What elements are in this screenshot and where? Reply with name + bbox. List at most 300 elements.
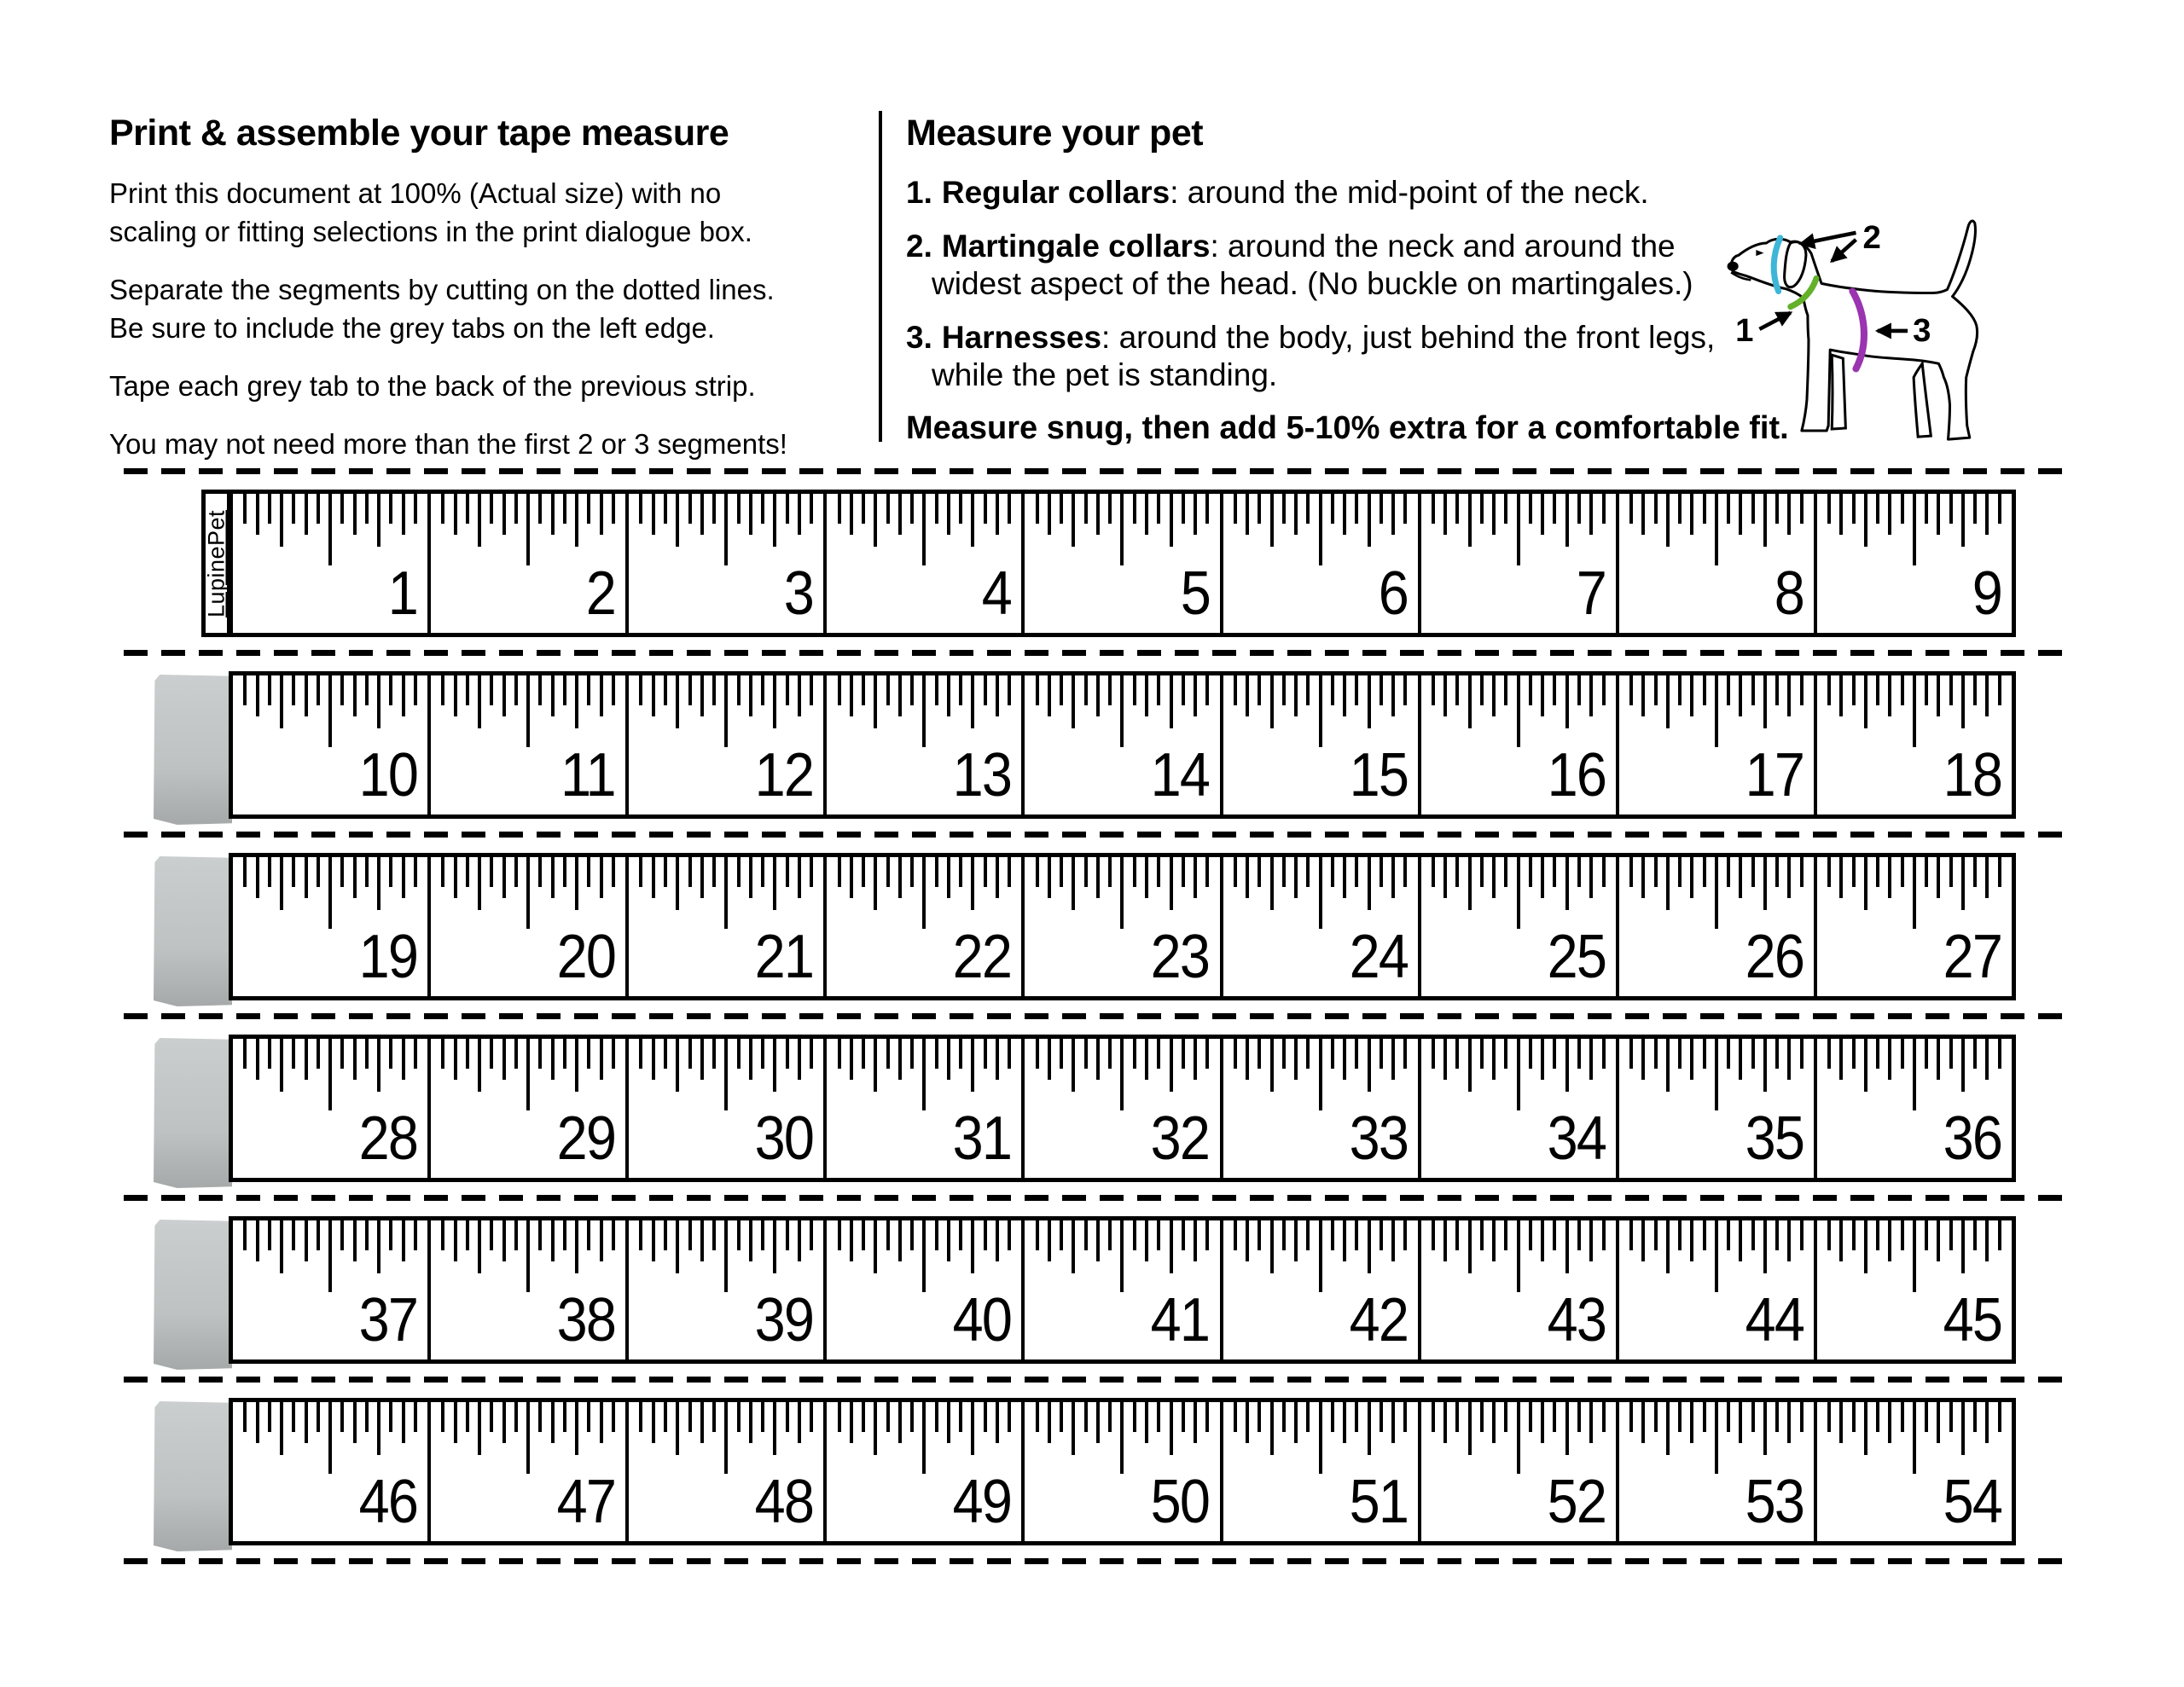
tick-mark (1258, 857, 1261, 887)
tick-mark (700, 1402, 704, 1443)
tick-mark (1270, 857, 1274, 910)
tick-mark (502, 494, 506, 535)
tick-mark (1194, 1402, 1197, 1443)
tick-mark (1403, 1402, 1407, 1432)
tick-mark (1145, 494, 1148, 535)
tick-mark (243, 1220, 247, 1250)
tick-mark (1194, 1039, 1197, 1080)
tick-mark (1072, 675, 1075, 728)
ruler-strip (0, 1035, 2184, 1182)
tick-mark (502, 1220, 506, 1261)
tick-mark (1690, 1220, 1693, 1261)
tick-mark (1541, 857, 1544, 898)
tick-mark (1517, 494, 1520, 565)
tick-mark (688, 1039, 692, 1069)
inch-number: 8 (1774, 559, 1804, 628)
ruler-strip (0, 490, 2184, 637)
tick-mark (838, 1220, 841, 1250)
tick-mark (1343, 675, 1346, 716)
inch-cell (629, 1039, 827, 1178)
tick-mark (1925, 1039, 1928, 1069)
tick-mark (292, 1402, 295, 1432)
tick-mark (1403, 1220, 1407, 1250)
tick-mark (365, 494, 369, 524)
tick-mark (1319, 857, 1322, 929)
inch-cell (1421, 1220, 1619, 1359)
tick-mark (1096, 675, 1100, 716)
tick-mark (1852, 1220, 1856, 1250)
tick-mark (600, 1039, 603, 1080)
tick-mark (700, 857, 704, 898)
tick-mark (737, 1402, 741, 1432)
tick-mark (377, 857, 380, 910)
inch-number: 42 (1349, 1286, 1408, 1354)
tick-mark (478, 675, 481, 728)
tick-mark (243, 1039, 247, 1069)
text-line: Print this document at 100% (Actual size) with no (109, 177, 722, 210)
tick-mark (402, 857, 405, 898)
tick-mark (1763, 857, 1767, 910)
tick-mark (1641, 1220, 1645, 1261)
tick-mark (1949, 675, 1953, 705)
tick-mark (664, 857, 667, 887)
tick-mark (280, 1220, 283, 1273)
inch-number: 16 (1547, 741, 1606, 809)
tick-mark (1258, 675, 1261, 705)
tick-mark (971, 494, 974, 547)
inch-cell (827, 1039, 1025, 1178)
tick-mark (1703, 1402, 1706, 1432)
tick-mark (1133, 494, 1136, 524)
tick-mark (1690, 857, 1693, 898)
tick-mark (1763, 1039, 1767, 1092)
tick-mark (838, 1039, 841, 1069)
tick-mark (1084, 1402, 1088, 1432)
tick-mark (1727, 857, 1730, 887)
tick-mark (1194, 1220, 1197, 1261)
tick-mark (1678, 1402, 1682, 1432)
tick-mark (328, 1039, 332, 1110)
tick-mark (1839, 857, 1843, 898)
tick-mark (1901, 1402, 1904, 1432)
tick-mark (947, 1402, 950, 1443)
tick-mark (441, 1402, 444, 1432)
tick-mark (1008, 857, 1011, 887)
inch-number: 36 (1943, 1104, 2001, 1173)
tick-mark (1036, 675, 1039, 705)
inch-cell (629, 494, 827, 633)
tick-mark (1182, 494, 1185, 524)
inch-cell (1223, 675, 1421, 815)
tick-mark (1170, 675, 1173, 728)
item-marker: 2. (906, 229, 932, 264)
tick-mark (1270, 1220, 1274, 1273)
inch-cell (1025, 494, 1223, 633)
tick-mark (652, 675, 655, 716)
tick-mark (587, 494, 590, 524)
inch-number: 12 (754, 741, 814, 809)
tick-mark (922, 675, 926, 747)
tick-mark (1282, 494, 1286, 524)
tick-mark (1800, 675, 1804, 705)
tick-mark (1839, 1039, 1843, 1080)
ruler-scale (229, 1035, 2016, 1182)
tick-mark (639, 1402, 642, 1432)
arrow-to-neck-collar (1759, 313, 1790, 329)
tick-mark (996, 494, 999, 535)
inch-number: 29 (556, 1104, 616, 1173)
tick-mark (441, 857, 444, 887)
tick-mark (1629, 1220, 1633, 1250)
inch-number: 19 (358, 923, 418, 991)
tick-mark (810, 1220, 813, 1250)
tick-mark (1306, 1220, 1310, 1250)
tick-mark (1343, 1402, 1346, 1443)
tick-mark (305, 857, 308, 898)
dog-nose (1728, 262, 1739, 271)
inch-cell (1025, 1039, 1223, 1178)
tick-mark (1246, 857, 1249, 898)
tick-mark (454, 1039, 457, 1080)
tick-mark (1133, 675, 1136, 705)
tick-mark (1048, 1402, 1051, 1443)
tick-mark (922, 1039, 926, 1110)
fit-note: Measure snug, then add 5-10% extra for a comfortable fit. (906, 410, 1789, 447)
tick-mark (1182, 1402, 1185, 1432)
tick-mark (478, 1220, 481, 1273)
item-text: : around the body, just behind the front legs, (1101, 320, 1716, 356)
tick-mark (1133, 1220, 1136, 1250)
tick-mark (1641, 675, 1645, 716)
tick-mark (1739, 1220, 1742, 1261)
tick-mark (563, 1402, 566, 1432)
tick-mark (328, 857, 332, 929)
inch-number: 23 (1151, 923, 1210, 991)
tick-mark (514, 857, 518, 887)
tick-mark (959, 675, 962, 705)
inch-number: 27 (1943, 923, 2001, 991)
tick-mark (1504, 1039, 1507, 1069)
tick-mark (600, 494, 603, 535)
tick-mark (1998, 1402, 2001, 1432)
tick-mark (612, 1039, 615, 1069)
tick-mark (612, 494, 615, 524)
tick-mark (1775, 1402, 1779, 1432)
tick-mark (1690, 675, 1693, 716)
tick-mark (1577, 1220, 1581, 1250)
tick-mark (1060, 494, 1063, 524)
tick-mark (1998, 1220, 2001, 1250)
tick-mark (1368, 857, 1371, 910)
tick-mark (1876, 857, 1879, 887)
tick-mark (305, 1220, 308, 1261)
tick-mark (551, 857, 555, 898)
tick-mark (639, 675, 642, 705)
column-divider (879, 111, 882, 442)
tick-mark (1008, 675, 1011, 705)
tick-mark (526, 494, 530, 565)
tick-mark (526, 675, 530, 747)
tick-mark (1036, 1039, 1039, 1069)
tick-mark (1690, 1402, 1693, 1443)
tick-mark (1294, 1220, 1298, 1261)
tick-mark (551, 675, 555, 716)
tick-mark (862, 1402, 865, 1432)
tick-mark (526, 1039, 530, 1110)
tick-mark (786, 1402, 789, 1432)
inch-number: 39 (754, 1286, 814, 1354)
inch-cell (1619, 494, 1817, 633)
tick-mark (886, 675, 890, 705)
tick-mark (1468, 675, 1472, 728)
tick-mark (1403, 675, 1407, 705)
tick-mark (490, 1039, 493, 1069)
tick-mark (575, 1402, 578, 1455)
inch-number: 35 (1745, 1104, 1804, 1173)
tick-mark (664, 1039, 667, 1069)
tick-mark (1368, 675, 1371, 728)
tick-mark (1108, 1402, 1112, 1432)
tick-mark (1380, 1039, 1383, 1069)
tick-mark (280, 1402, 283, 1455)
tick-mark (353, 857, 357, 898)
tick-mark (587, 857, 590, 887)
tick-mark (1985, 675, 1989, 716)
tick-mark (538, 1402, 542, 1432)
tick-mark (1913, 857, 1916, 929)
tick-mark (1517, 1402, 1520, 1474)
tick-mark (402, 1039, 405, 1080)
tick-mark (292, 1039, 295, 1069)
tick-mark (1925, 1220, 1928, 1250)
tick-mark (984, 1402, 987, 1432)
tick-mark (600, 675, 603, 716)
inch-number: 6 (1378, 559, 1408, 628)
tick-mark (1403, 494, 1407, 524)
tick-mark (838, 1402, 841, 1432)
tick-mark (971, 857, 974, 910)
tick-mark (1391, 675, 1395, 716)
tick-mark (563, 857, 566, 887)
tick-mark (676, 1402, 679, 1455)
tick-mark (996, 1039, 999, 1080)
tick-mark (1925, 494, 1928, 524)
tick-mark (786, 675, 789, 705)
inch-cell (827, 1220, 1025, 1359)
tick-mark (810, 1402, 813, 1432)
tick-mark (1602, 857, 1606, 887)
tick-mark (466, 675, 469, 705)
tick-mark (1455, 1402, 1459, 1432)
tick-mark (243, 675, 247, 705)
tick-mark (688, 675, 692, 705)
tick-mark (1800, 494, 1804, 524)
tick-mark (1246, 1039, 1249, 1080)
tick-mark (1876, 1039, 1879, 1069)
inch-cell (1619, 857, 1817, 996)
ruler-scale (229, 490, 2016, 637)
tick-mark (898, 1402, 902, 1443)
tick-mark (1048, 494, 1051, 535)
tick-mark (1468, 1220, 1472, 1273)
inch-cell (1421, 675, 1619, 815)
tick-mark (996, 1220, 999, 1261)
tick-mark (563, 1039, 566, 1069)
item-term: Martingale collars (941, 229, 1211, 264)
inch-cell (1223, 494, 1421, 633)
tick-mark (984, 494, 987, 524)
cut-line (124, 1558, 2073, 1564)
tick-mark (874, 857, 877, 910)
tick-mark (1258, 1039, 1261, 1069)
tick-mark (1602, 1402, 1606, 1432)
tick-mark (1565, 494, 1569, 547)
tick-mark (1973, 857, 1977, 887)
tick-mark (414, 1402, 417, 1432)
list-item-regular-collars (906, 174, 1768, 212)
tick-mark (441, 1220, 444, 1250)
inch-cell (431, 1402, 629, 1541)
print-title: Print & assemble your tape measure (109, 113, 729, 154)
inch-number: 50 (1151, 1468, 1210, 1536)
tick-mark (1306, 857, 1310, 887)
tick-mark (1517, 1039, 1520, 1110)
tick-mark (587, 1402, 590, 1432)
tick-mark (1246, 494, 1249, 535)
tick-mark (810, 1039, 813, 1069)
inch-number: 38 (556, 1286, 616, 1354)
tick-mark (1901, 494, 1904, 524)
tick-mark (639, 1220, 642, 1250)
tick-mark (652, 1402, 655, 1443)
tick-mark (551, 1220, 555, 1261)
tick-mark (1120, 1402, 1124, 1474)
tick-mark (1775, 1220, 1779, 1250)
tick-mark (1368, 1039, 1371, 1092)
tick-mark (1306, 1402, 1310, 1432)
inch-cell (1421, 1039, 1619, 1178)
tick-mark (1391, 1402, 1395, 1443)
tick-mark (280, 675, 283, 728)
tick-mark (454, 675, 457, 716)
tick-mark (1529, 1220, 1532, 1250)
tick-mark (737, 494, 741, 524)
text-line (906, 174, 1768, 212)
tick-mark (664, 675, 667, 705)
tick-mark (1589, 1402, 1593, 1443)
tick-mark (268, 1039, 271, 1069)
tick-mark (1629, 675, 1633, 705)
tick-mark (526, 1220, 530, 1292)
tick-mark (1577, 1402, 1581, 1432)
tick-mark (749, 1402, 752, 1443)
item-marker: 1. (906, 175, 932, 211)
tick-mark (1541, 675, 1544, 716)
tick-mark (1864, 857, 1867, 910)
tick-mark (898, 1039, 902, 1080)
inch-cell (827, 675, 1025, 815)
tick-mark (526, 857, 530, 929)
tick-mark (1529, 1402, 1532, 1432)
inch-cell (1817, 494, 2012, 633)
tick-mark (1703, 1039, 1706, 1069)
tick-mark (1529, 857, 1532, 887)
tick-mark (712, 1039, 716, 1069)
tick-mark (1937, 1402, 1940, 1443)
tick-mark (1541, 1402, 1544, 1443)
tick-mark (514, 1220, 518, 1250)
glue-tab (154, 1401, 232, 1551)
tick-mark (700, 494, 704, 535)
tick-mark (1654, 1402, 1658, 1432)
tick-mark (389, 857, 392, 887)
tick-mark (1739, 494, 1742, 535)
inch-number: 47 (556, 1468, 616, 1536)
tick-mark (1455, 857, 1459, 887)
tick-mark (1182, 675, 1185, 705)
tick-mark (1998, 675, 2001, 705)
tick-mark (1864, 1039, 1867, 1092)
measure-instructions (906, 113, 1789, 447)
inch-cell (1817, 675, 2012, 815)
tick-mark (1391, 1220, 1395, 1261)
tick-mark (639, 857, 642, 887)
tick-mark (838, 675, 841, 705)
tick-mark (1517, 857, 1520, 929)
tick-mark (1194, 494, 1197, 535)
tick-mark (466, 1402, 469, 1432)
inch-number: 40 (952, 1286, 1012, 1354)
tick-mark (1294, 1402, 1298, 1443)
tick-mark (514, 494, 518, 524)
tick-mark (1529, 494, 1532, 524)
tick-mark (1432, 857, 1435, 887)
tick-mark (243, 494, 247, 524)
tick-mark (1666, 1402, 1670, 1455)
tick-mark (1060, 857, 1063, 887)
tick-mark (652, 1220, 655, 1261)
inch-cell (1421, 494, 1619, 633)
tick-mark (317, 675, 320, 705)
tick-mark (1888, 494, 1891, 535)
tick-mark (862, 1220, 865, 1250)
tick-mark (340, 675, 344, 705)
tick-mark (1565, 1220, 1569, 1273)
tick-mark (1380, 675, 1383, 705)
tick-mark (1432, 494, 1435, 524)
tick-mark (1048, 675, 1051, 716)
tick-mark (1060, 1220, 1063, 1250)
tick-mark (1888, 675, 1891, 716)
tick-mark (1331, 1039, 1334, 1069)
inch-cell (1025, 857, 1223, 996)
tick-mark (1541, 494, 1544, 535)
inch-number: 37 (358, 1286, 418, 1354)
tick-mark (1133, 857, 1136, 887)
inch-cell (1817, 1220, 2012, 1359)
paragraph-separate (109, 270, 877, 347)
tick-mark (1553, 1220, 1556, 1250)
inch-number: 34 (1547, 1104, 1606, 1173)
tick-mark (935, 1039, 938, 1069)
tick-mark (688, 1220, 692, 1250)
tick-mark (1678, 675, 1682, 705)
tick-mark (1319, 1402, 1322, 1474)
inch-number: 22 (952, 923, 1012, 991)
inch-number: 28 (358, 1104, 418, 1173)
tick-mark (305, 494, 308, 535)
inch-number: 26 (1745, 923, 1804, 991)
